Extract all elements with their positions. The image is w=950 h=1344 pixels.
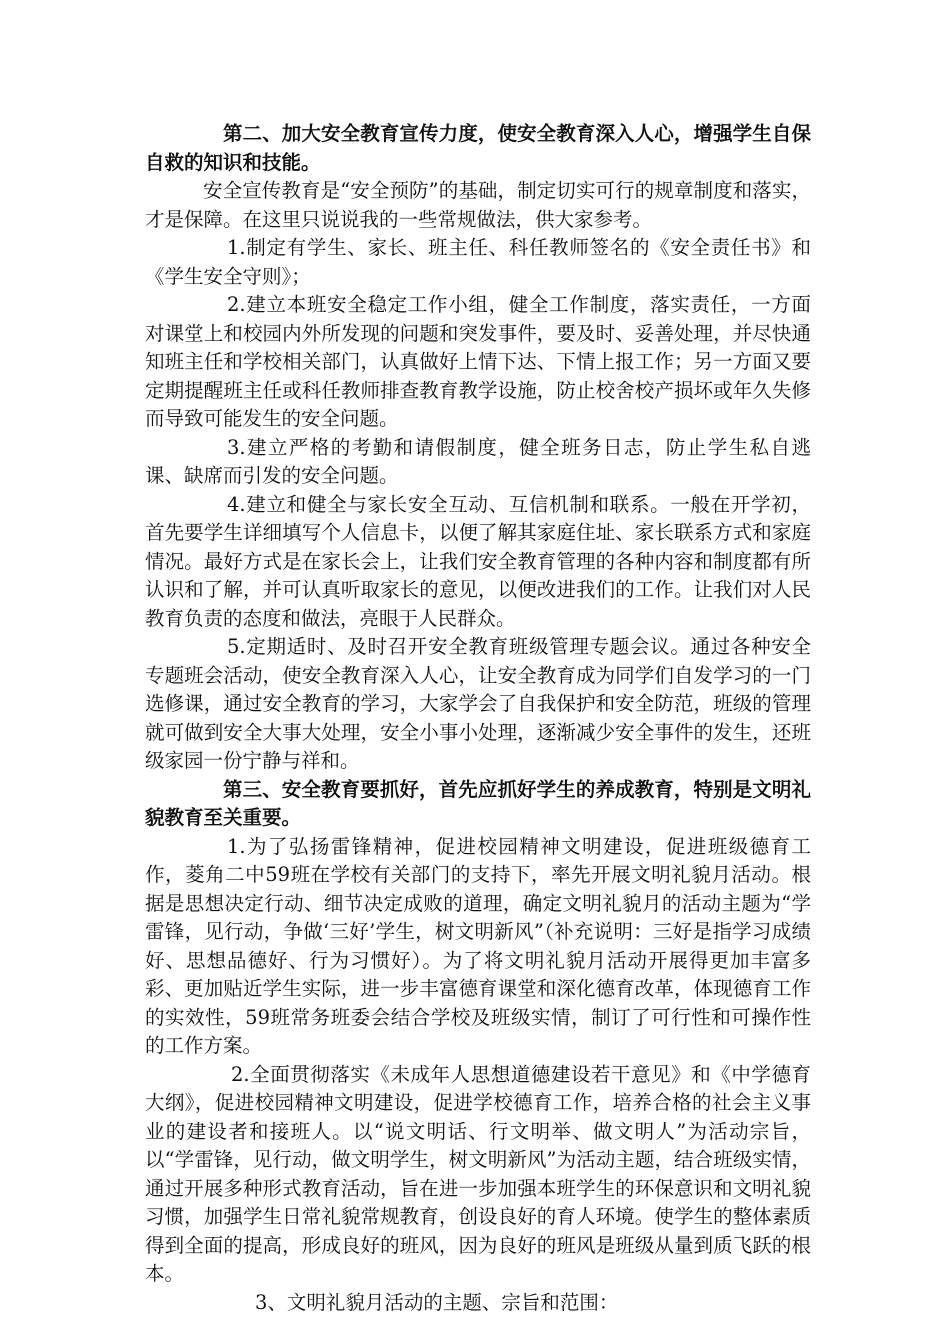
list-item: 4.建立和健全与家长安全互动、互信机制和联系。一般在开学初，首先要学生详细填写个人信息卡，以便了解其家庭住址、家长联系方式和家庭情况。最好方式是在家长会上，让我们安全教育管理的各种内容和制度都有所认识和了解，并可认真听取家长的意见，以便改进我们的工作。让我们对人民教育负责的态度和做法，亮眼于人民群众。 (145, 492, 811, 630)
document-page (145, 120, 811, 1317)
intro-paragraph: 安全宣传教育是“安全预防”的基础，制定切实可行的规章制度和落实，才是保障。在这里只说说我的一些常规做法，供大家参考。 (145, 179, 811, 231)
list-item: 5.定期适时、及时召开安全教育班级管理专题会议。通过各种安全专题班会活动，使安全教育深入人心，让安全教育成为同学们自发学习的一门选修课，通过安全教育的学习，大家学会了自我保护和安全防范，班级的管理就可做到安全大事大处理，安全小事小处理，逐渐减少安全事件的发生，还班级家园一份宁静与祥和。 (145, 635, 811, 772)
list-item: 2.全面贯彻落实《未成年人思想道德建设若干意见》和《中学德育大纲》，促进校园精神文明建设，促进学校德育工作，培养合格的社会主义事业的建设者和接班人。以“说文明话、行文明举、做文明人”为活动宗旨，以“学雷锋，见行动，做文明学生，树文明新风”为活动主题，结合班级实情，通过开展多种形式教育活动，旨在进一步加强本班学生的环保意识和文明礼貌习惯，加强学生日常礼貌常规教育，创设良好的育人环境。使学生的整体素质得到全面的提高，形成良好的班风，因为良好的班风是班级从量到质飞跃的根本。 (145, 1062, 811, 1285)
list-item: 3、文明礼貌月活动的主题、宗旨和范围： (255, 1290, 619, 1314)
section-heading-2: 第二、加大安全教育宣传力度，使安全教育深入人心，增强学生自保自救的知识和技能。 (145, 122, 811, 174)
list-item: 1.制定有学生、家长、班主任、科任教师签名的《安全责任书》和《学生安全守则》； (145, 236, 811, 288)
section-heading-3: 第三、安全教育要抓好，首先应抓好学生的养成教育，特别是文明礼貌教育至关重要。 (145, 777, 811, 829)
list-item: 2.建立本班安全稳定工作小组，健全工作制度，落实责任，一方面对课堂上和校园内外所发现的问题和突发事件，要及时、妥善处理，并尽快通知班主任和学校相关部门，认真做好上情下达、下情上报工作；另一方面又要定期提醒班主任或科任教师排查教育教学设施，防止校舍校产损坏或年久失修而导致可能发生的安全问题。 (145, 293, 811, 430)
list-item: 1.为了弘扬雷锋精神，促进校园精神文明建设，促进班级德育工作，菱角二中59班在学校有关部门的支持下，率先开展文明礼貌月活动。根据是思想决定行动、细节决定成败的道理，确定文明礼貌月的活动主题为“学雷锋，见行动，争做‘三好’学生，树文明新风”（补充说明：三好是指学习成绩好、思想品德好、行为习惯好）。为了将文明礼貌月活动开展得更加丰富多彩、更加贴近学生实际，进一步丰富德育课堂和深化德育改革，体现德育工作的实效性，59班常务班委会结合学校及班级实情，制订了可行性和可操作性的工作方案。 (145, 834, 811, 1057)
list-item: 3.建立严格的考勤和请假制度，健全班务日志，防止学生私自逃课、缺席而引发的安全问题。 (145, 435, 811, 487)
